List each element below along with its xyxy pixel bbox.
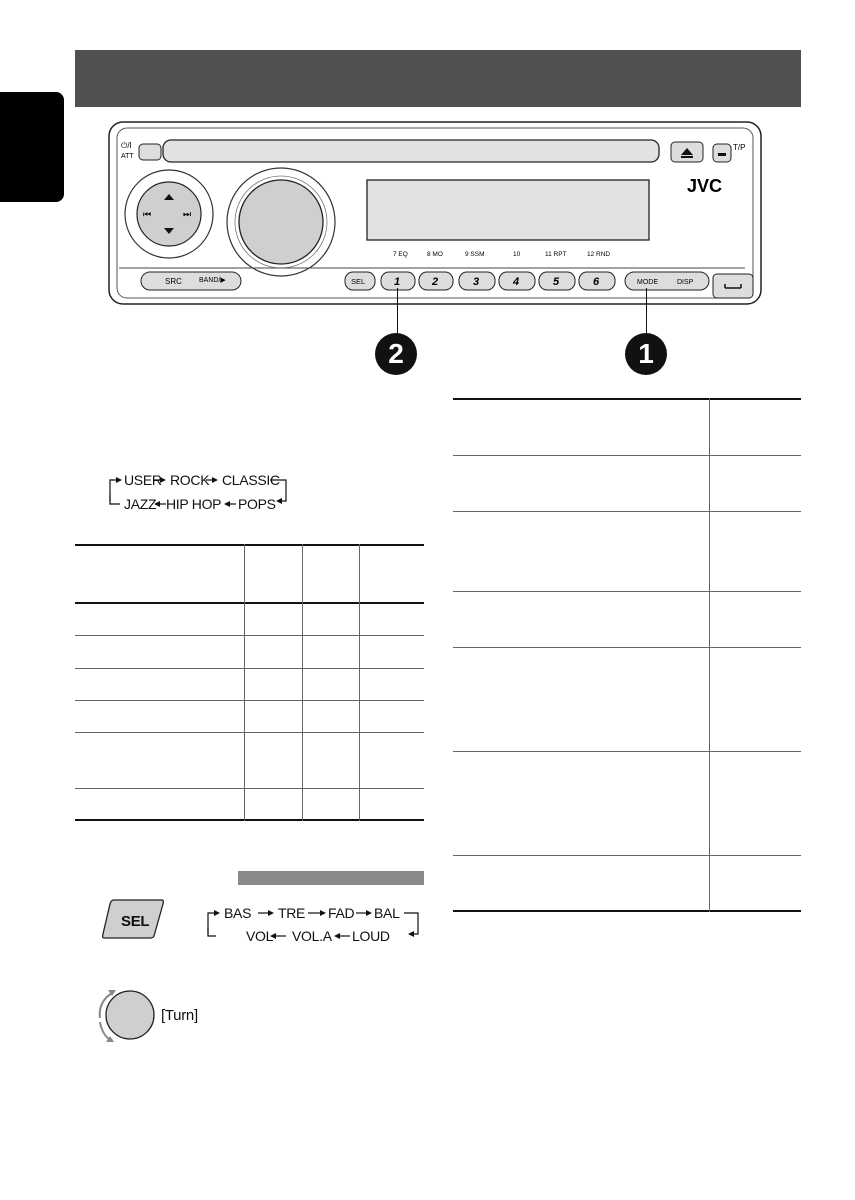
sound-param: VOL (246, 928, 274, 944)
eq-flow-diagram (102, 470, 292, 518)
preset-number: 3 (473, 276, 480, 288)
sound-param: BAS (224, 905, 252, 921)
display-window (367, 180, 649, 240)
sound-param: BAL (374, 905, 400, 921)
att-label: ATT (121, 153, 134, 160)
next-track-icon: ⏭ (183, 210, 192, 220)
eq-settings-table (75, 544, 424, 821)
disp-label: DISP (677, 279, 694, 286)
eq-mode: HIP HOP (166, 496, 222, 512)
preset-function-label: 11 RPT (545, 251, 567, 258)
control-dial-illustration (96, 984, 162, 1046)
sound-settings-table (453, 398, 801, 913)
src-label: SRC (165, 277, 182, 286)
band-label: BAND/▶ (199, 277, 226, 284)
eq-mode: USER (124, 472, 162, 488)
callout-2: 2 (375, 333, 417, 375)
sel-label-panel: SEL (351, 277, 366, 286)
sound-param: TRE (278, 905, 306, 921)
preset-number: 5 (553, 276, 560, 288)
preset-function-label: 8 MO (427, 251, 443, 258)
stereo-panel (105, 118, 765, 308)
sound-param: LOUD (352, 928, 390, 944)
eq-mode: ROCK (170, 472, 210, 488)
eq-mode: CLASSIC (222, 472, 280, 488)
src-band-button[interactable] (141, 272, 241, 290)
preset-number: 2 (432, 276, 439, 288)
volume-knob[interactable] (239, 180, 323, 264)
sound-param: FAD (328, 905, 355, 921)
section-heading-bar (238, 871, 424, 885)
prev-track-icon: ⏮ (143, 210, 152, 220)
brand-logo: JVC (687, 176, 723, 196)
preset-function-label: 12 RND (587, 251, 611, 258)
mode-label: MODE (637, 279, 658, 286)
preset-number: 1 (394, 276, 401, 288)
detach-button[interactable] (713, 274, 753, 298)
preset-function-label: 9 SSM (465, 251, 485, 258)
sound-flow-diagram (204, 904, 424, 950)
preset-number: 6 (593, 276, 600, 288)
power-label: ⏻/I (121, 141, 132, 150)
turn-label: [Turn] (161, 1007, 198, 1024)
eq-mode: JAZZ (124, 496, 157, 512)
callout-1: 1 (625, 333, 667, 375)
preset-function-label: 7 EQ (393, 251, 408, 258)
preset-number: 4 (513, 276, 520, 288)
sel-button-label: SEL (121, 913, 150, 930)
eq-mode: POPS (238, 496, 276, 512)
language-tab (0, 92, 64, 202)
tp-label: T/P (733, 143, 746, 152)
preset-function-label: 10 (513, 251, 521, 258)
header-bar (75, 50, 801, 107)
sound-param: VOL.A (292, 928, 332, 944)
